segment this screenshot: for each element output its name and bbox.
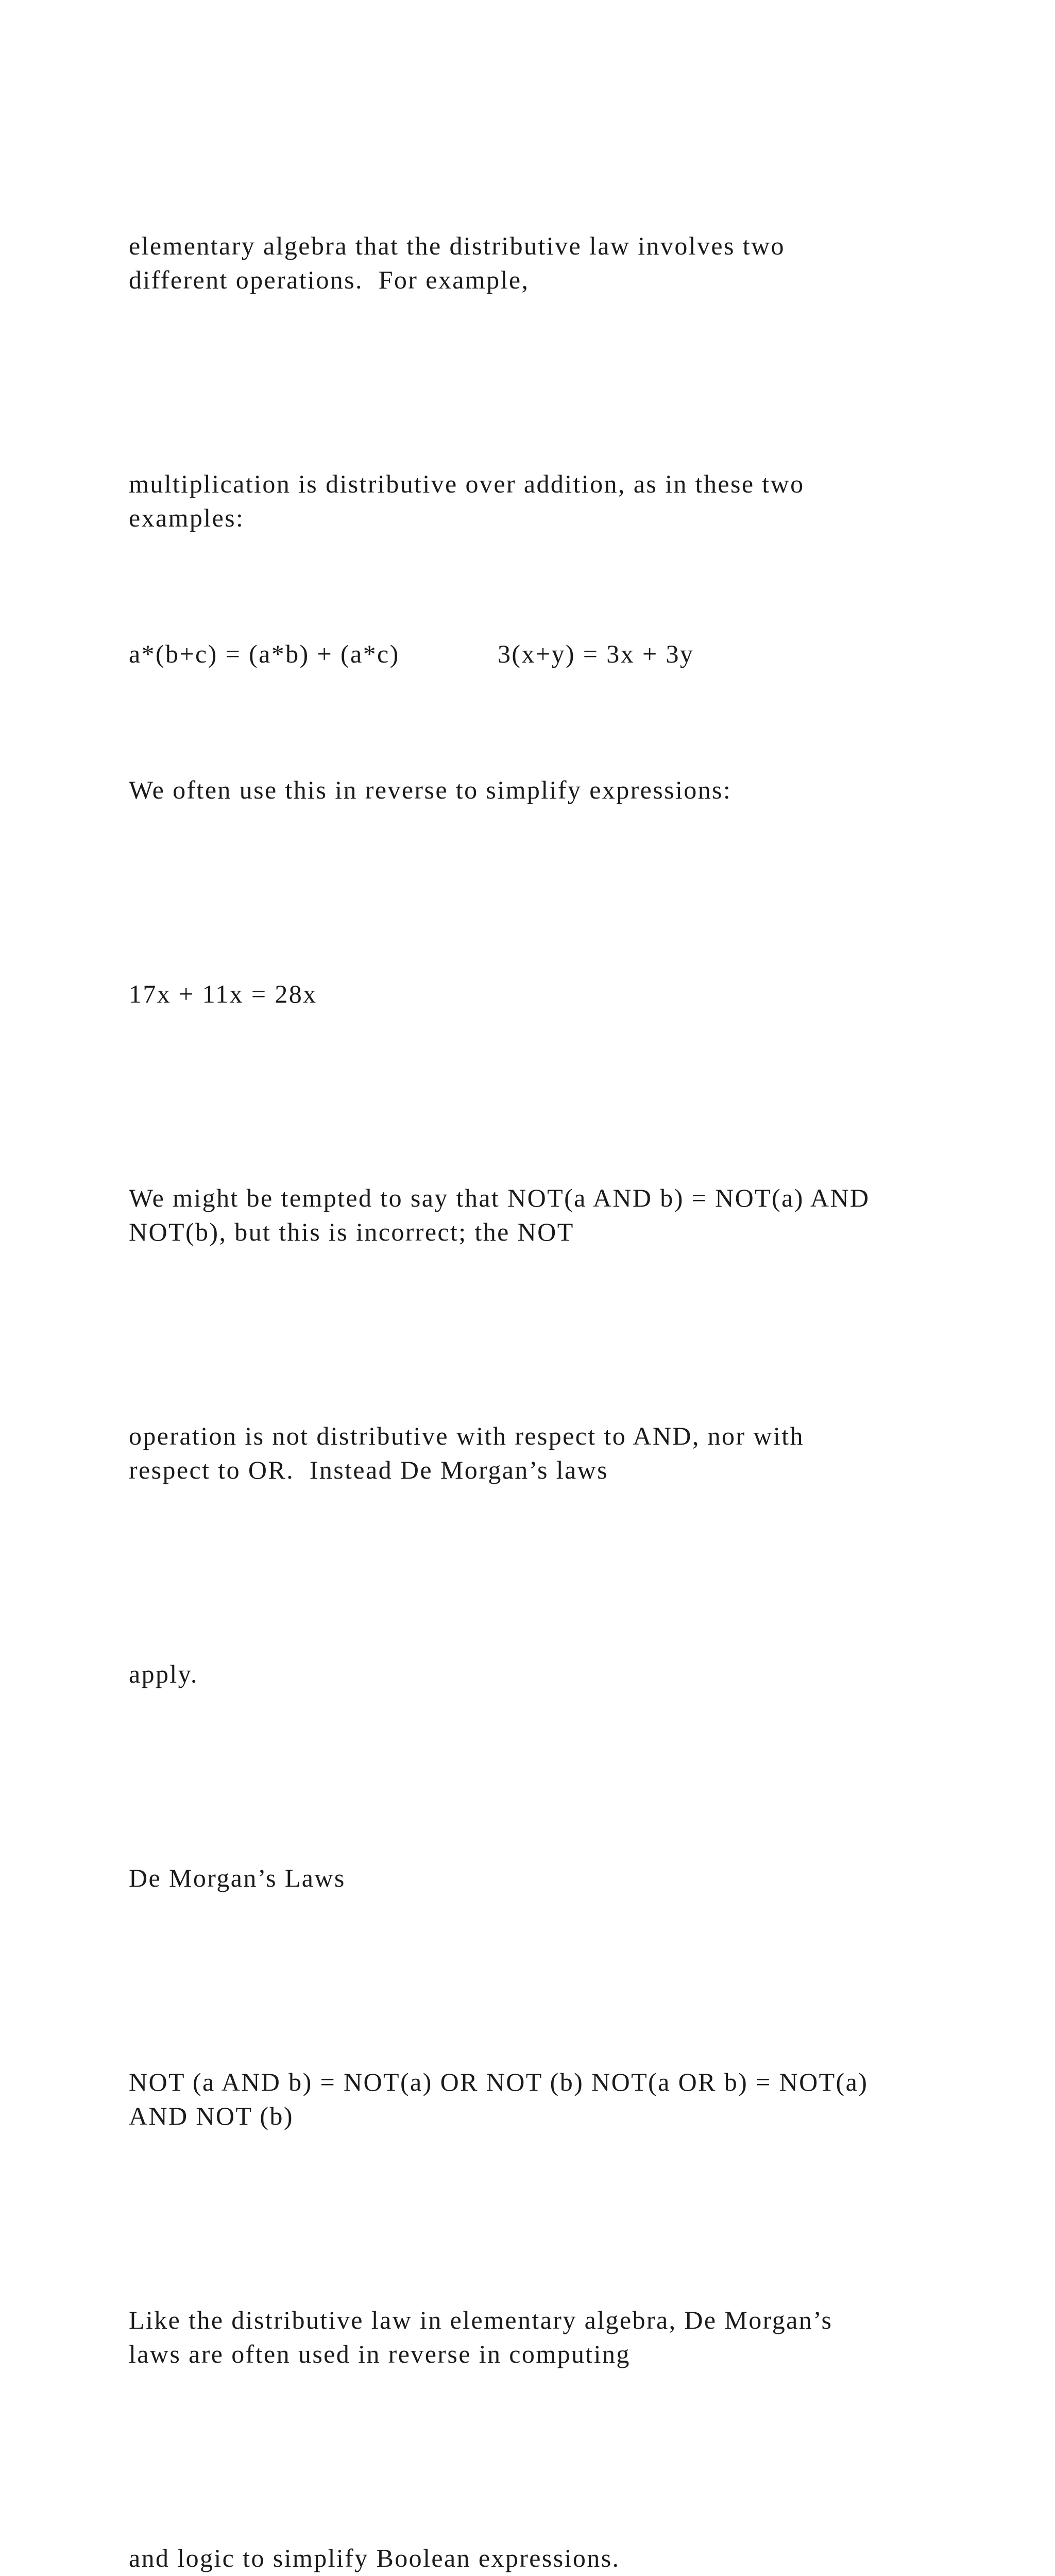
paragraph-reverse-use <box>129 705 974 875</box>
paragraph-multiplication <box>129 399 974 603</box>
text-line: NOT (a AND b) = NOT(a) OR NOT (b) NOT(a OR b) = NOT(a) <box>129 2067 869 2096</box>
text-line: apply. <box>129 1659 198 1688</box>
text-line: Like the distributive law in elementary algebra, De Morgan’s <box>129 2306 833 2334</box>
paragraph-distributive-intro <box>129 161 974 365</box>
heading-de-morgans-laws <box>129 1793 974 1963</box>
paragraph-like-distributive <box>129 2235 974 2439</box>
text-line: De Morgan’s Laws <box>129 1863 346 1892</box>
text-line: We often use this in reverse to simplify expressions: <box>129 775 732 804</box>
formula-abc: a*(b+c) = (a*b) + (a*c) <box>129 639 400 668</box>
text-line: respect to OR. Instead De Morgan’s laws <box>129 1455 609 1484</box>
text-line: AND NOT (b) <box>129 2102 294 2130</box>
text-line: elementary algebra that the distributive law involves two <box>129 231 785 260</box>
document-body <box>129 161 974 2576</box>
text-line: 17x + 11x = 28x <box>129 979 317 1008</box>
distributive-examples <box>129 637 974 671</box>
text-line: examples: <box>129 503 245 532</box>
paragraph-not-tempted <box>129 1113 974 1317</box>
paragraph-simplify-example <box>129 909 974 1079</box>
text-line: laws are often used in reverse in computing <box>129 2340 631 2368</box>
text-line: different operations. For example, <box>129 265 530 294</box>
text-line: multiplication is distributive over addition, as in these two <box>129 469 805 498</box>
formula-xy: 3(x+y) = 3x + 3y <box>498 639 694 668</box>
paragraph-apply <box>129 1589 974 1759</box>
text-line: We might be tempted to say that NOT(a AND b) = NOT(a) AND <box>129 1183 870 1212</box>
paragraph-de-morgan-formulas <box>129 1997 974 2201</box>
text-line: operation is not distributive with respect to AND, nor with <box>129 1421 804 1450</box>
text-line: and logic to simplify Boolean expressions. <box>129 2544 620 2572</box>
paragraph-not-distributive <box>129 1351 974 1555</box>
text-line: NOT(b), but this is incorrect; the NOT <box>129 1217 574 1246</box>
paragraph-boolean-simplify <box>129 2473 974 2576</box>
